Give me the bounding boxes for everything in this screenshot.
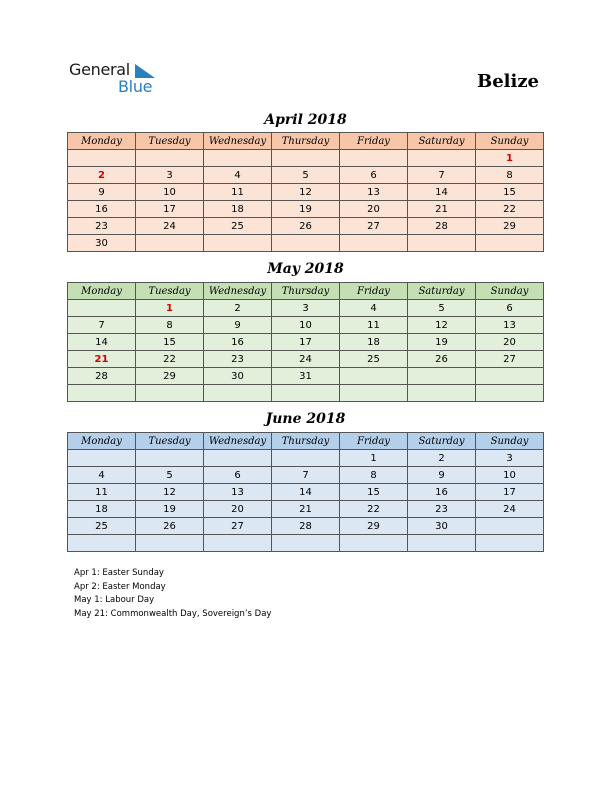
- day-cell: [476, 235, 544, 252]
- weekday-header: Thursday: [272, 433, 340, 450]
- day-cell: 6: [340, 167, 408, 184]
- weekday-header: Sunday: [476, 133, 544, 150]
- week-row: [68, 235, 544, 252]
- day-cell: 22: [340, 501, 408, 518]
- day-cell: 16: [204, 334, 272, 351]
- day-cell: [136, 235, 204, 252]
- day-cell: 19: [272, 201, 340, 218]
- week-row: [68, 484, 544, 501]
- day-cell: 13: [204, 484, 272, 501]
- generalblue-logo: [69, 60, 169, 100]
- holiday-note: May 21: Commonwealth Day, Sovereign’s Day: [74, 608, 272, 619]
- logo-word-blue: Blue: [118, 77, 153, 96]
- day-cell: 3: [136, 167, 204, 184]
- weekday-header: Saturday: [408, 283, 476, 300]
- weekday-header: Monday: [68, 133, 136, 150]
- day-cell: 3: [272, 300, 340, 317]
- day-cell: 28: [68, 368, 136, 385]
- day-cell: [68, 535, 136, 552]
- weekday-header: Friday: [340, 433, 408, 450]
- day-cell: [136, 535, 204, 552]
- day-cell: 25: [340, 351, 408, 368]
- day-cell: 10: [136, 184, 204, 201]
- week-row: [68, 501, 544, 518]
- country-title: Belize: [476, 71, 539, 92]
- day-cell: [340, 368, 408, 385]
- day-cell: [340, 535, 408, 552]
- holiday-notes: [74, 567, 271, 621]
- week-row: [68, 300, 544, 317]
- month-calendar-table: [67, 282, 544, 402]
- day-cell: 13: [340, 184, 408, 201]
- day-cell: 26: [408, 351, 476, 368]
- day-cell: [68, 150, 136, 167]
- day-cell: 23: [408, 501, 476, 518]
- weekday-header-row: [68, 283, 544, 300]
- day-cell: 1: [340, 450, 408, 467]
- weekday-header: Tuesday: [136, 133, 204, 150]
- day-cell: 24: [272, 351, 340, 368]
- day-cell: 12: [136, 484, 204, 501]
- day-cell: 27: [340, 218, 408, 235]
- week-row: [68, 385, 544, 402]
- day-cell: 16: [408, 484, 476, 501]
- day-cell: [340, 235, 408, 252]
- weekday-header: Monday: [68, 283, 136, 300]
- holiday-note: Apr 1: Easter Sunday: [74, 568, 164, 578]
- day-cell: 8: [136, 317, 204, 334]
- day-cell: 8: [476, 167, 544, 184]
- day-cell: [204, 535, 272, 552]
- day-cell: 13: [476, 317, 544, 334]
- day-cell: 20: [204, 501, 272, 518]
- day-cell: 12: [272, 184, 340, 201]
- day-cell: 20: [476, 334, 544, 351]
- week-row: [68, 467, 544, 484]
- day-cell: 27: [476, 351, 544, 368]
- day-cell: 21: [408, 201, 476, 218]
- week-row: [68, 218, 544, 235]
- day-cell: [476, 385, 544, 402]
- day-cell: [136, 385, 204, 402]
- day-cell: 2: [204, 300, 272, 317]
- day-cell: 5: [408, 300, 476, 317]
- weekday-header: Tuesday: [136, 283, 204, 300]
- week-row: [68, 334, 544, 351]
- weekday-header: Saturday: [408, 133, 476, 150]
- day-cell: [204, 150, 272, 167]
- week-row: [68, 317, 544, 334]
- day-cell: 6: [476, 300, 544, 317]
- day-cell: 1: [136, 300, 204, 317]
- day-cell: 4: [204, 167, 272, 184]
- day-cell: 1: [476, 150, 544, 167]
- day-cell: 18: [204, 201, 272, 218]
- day-cell: [408, 150, 476, 167]
- weekday-header: Tuesday: [136, 433, 204, 450]
- day-cell: 11: [204, 184, 272, 201]
- day-cell: [272, 150, 340, 167]
- day-cell: [204, 235, 272, 252]
- week-row: [68, 184, 544, 201]
- day-cell: [204, 385, 272, 402]
- day-cell: 21: [68, 351, 136, 368]
- day-cell: 8: [340, 467, 408, 484]
- weekday-header: Wednesday: [204, 283, 272, 300]
- day-cell: 30: [204, 368, 272, 385]
- day-cell: 16: [68, 201, 136, 218]
- day-cell: [68, 385, 136, 402]
- holiday-note: Apr 2: Easter Monday: [74, 581, 166, 592]
- weekday-header: Thursday: [272, 283, 340, 300]
- day-cell: 21: [272, 501, 340, 518]
- day-cell: [136, 150, 204, 167]
- day-cell: 23: [68, 218, 136, 235]
- day-cell: [408, 235, 476, 252]
- day-cell: 17: [136, 201, 204, 218]
- day-cell: 2: [68, 167, 136, 184]
- day-cell: [136, 450, 204, 467]
- weekday-header: Monday: [68, 433, 136, 450]
- week-row: [68, 518, 544, 535]
- day-cell: 5: [136, 467, 204, 484]
- day-cell: 6: [204, 467, 272, 484]
- week-row: [68, 368, 544, 385]
- day-cell: 26: [136, 518, 204, 535]
- day-cell: 2: [408, 450, 476, 467]
- day-cell: [408, 368, 476, 385]
- day-cell: 18: [68, 501, 136, 518]
- day-cell: 15: [476, 184, 544, 201]
- weekday-header: Wednesday: [204, 433, 272, 450]
- day-cell: [408, 535, 476, 552]
- day-cell: 3: [476, 450, 544, 467]
- logo-triangle-icon: [135, 64, 155, 78]
- day-cell: [476, 368, 544, 385]
- week-row: [68, 150, 544, 167]
- day-cell: 4: [68, 467, 136, 484]
- day-cell: 22: [476, 201, 544, 218]
- week-row: [68, 535, 544, 552]
- day-cell: 29: [476, 218, 544, 235]
- day-cell: 18: [340, 334, 408, 351]
- day-cell: [476, 535, 544, 552]
- day-cell: 7: [272, 467, 340, 484]
- day-cell: 24: [476, 501, 544, 518]
- day-cell: 31: [272, 368, 340, 385]
- day-cell: 28: [408, 218, 476, 235]
- day-cell: 19: [408, 334, 476, 351]
- day-cell: 25: [204, 218, 272, 235]
- day-cell: 14: [272, 484, 340, 501]
- day-cell: 11: [340, 317, 408, 334]
- day-cell: 5: [272, 167, 340, 184]
- day-cell: [68, 300, 136, 317]
- month-title: May 2018: [267, 261, 344, 277]
- month-calendar-table: [67, 432, 544, 552]
- day-cell: [204, 450, 272, 467]
- day-cell: 12: [408, 317, 476, 334]
- day-cell: [272, 385, 340, 402]
- week-row: [68, 167, 544, 184]
- day-cell: 22: [136, 351, 204, 368]
- day-cell: [340, 385, 408, 402]
- day-cell: [340, 150, 408, 167]
- day-cell: 23: [204, 351, 272, 368]
- weekday-header: Friday: [340, 283, 408, 300]
- day-cell: 30: [408, 518, 476, 535]
- weekday-header: Saturday: [408, 433, 476, 450]
- day-cell: 20: [340, 201, 408, 218]
- day-cell: 15: [136, 334, 204, 351]
- month-title: April 2018: [264, 112, 347, 128]
- week-row: [68, 201, 544, 218]
- day-cell: 7: [68, 317, 136, 334]
- month-title: June 2018: [265, 411, 346, 427]
- day-cell: 11: [68, 484, 136, 501]
- day-cell: 24: [136, 218, 204, 235]
- day-cell: 30: [68, 235, 136, 252]
- day-cell: 28: [272, 518, 340, 535]
- week-row: [68, 351, 544, 368]
- day-cell: [408, 385, 476, 402]
- weekday-header: Thursday: [272, 133, 340, 150]
- day-cell: 26: [272, 218, 340, 235]
- day-cell: [476, 518, 544, 535]
- day-cell: 15: [340, 484, 408, 501]
- day-cell: 19: [136, 501, 204, 518]
- day-cell: 10: [476, 467, 544, 484]
- day-cell: [272, 535, 340, 552]
- weekday-header: Wednesday: [204, 133, 272, 150]
- day-cell: 14: [68, 334, 136, 351]
- weekday-header: Sunday: [476, 433, 544, 450]
- day-cell: 27: [204, 518, 272, 535]
- day-cell: [272, 450, 340, 467]
- day-cell: 9: [408, 467, 476, 484]
- day-cell: 29: [340, 518, 408, 535]
- weekday-header: Sunday: [476, 283, 544, 300]
- holiday-note: May 1: Labour Day: [74, 595, 155, 605]
- day-cell: 7: [408, 167, 476, 184]
- day-cell: 14: [408, 184, 476, 201]
- day-cell: 25: [68, 518, 136, 535]
- day-cell: [68, 450, 136, 467]
- weekday-header: Friday: [340, 133, 408, 150]
- day-cell: [272, 235, 340, 252]
- day-cell: 9: [204, 317, 272, 334]
- day-cell: 10: [272, 317, 340, 334]
- day-cell: 9: [68, 184, 136, 201]
- logo-word-general: General: [69, 60, 130, 79]
- week-row: [68, 450, 544, 467]
- day-cell: 17: [476, 484, 544, 501]
- day-cell: 17: [272, 334, 340, 351]
- day-cell: 4: [340, 300, 408, 317]
- day-cell: 29: [136, 368, 204, 385]
- weekday-header-row: [68, 133, 544, 150]
- month-calendar-table: [67, 132, 544, 252]
- weekday-header-row: [68, 433, 544, 450]
